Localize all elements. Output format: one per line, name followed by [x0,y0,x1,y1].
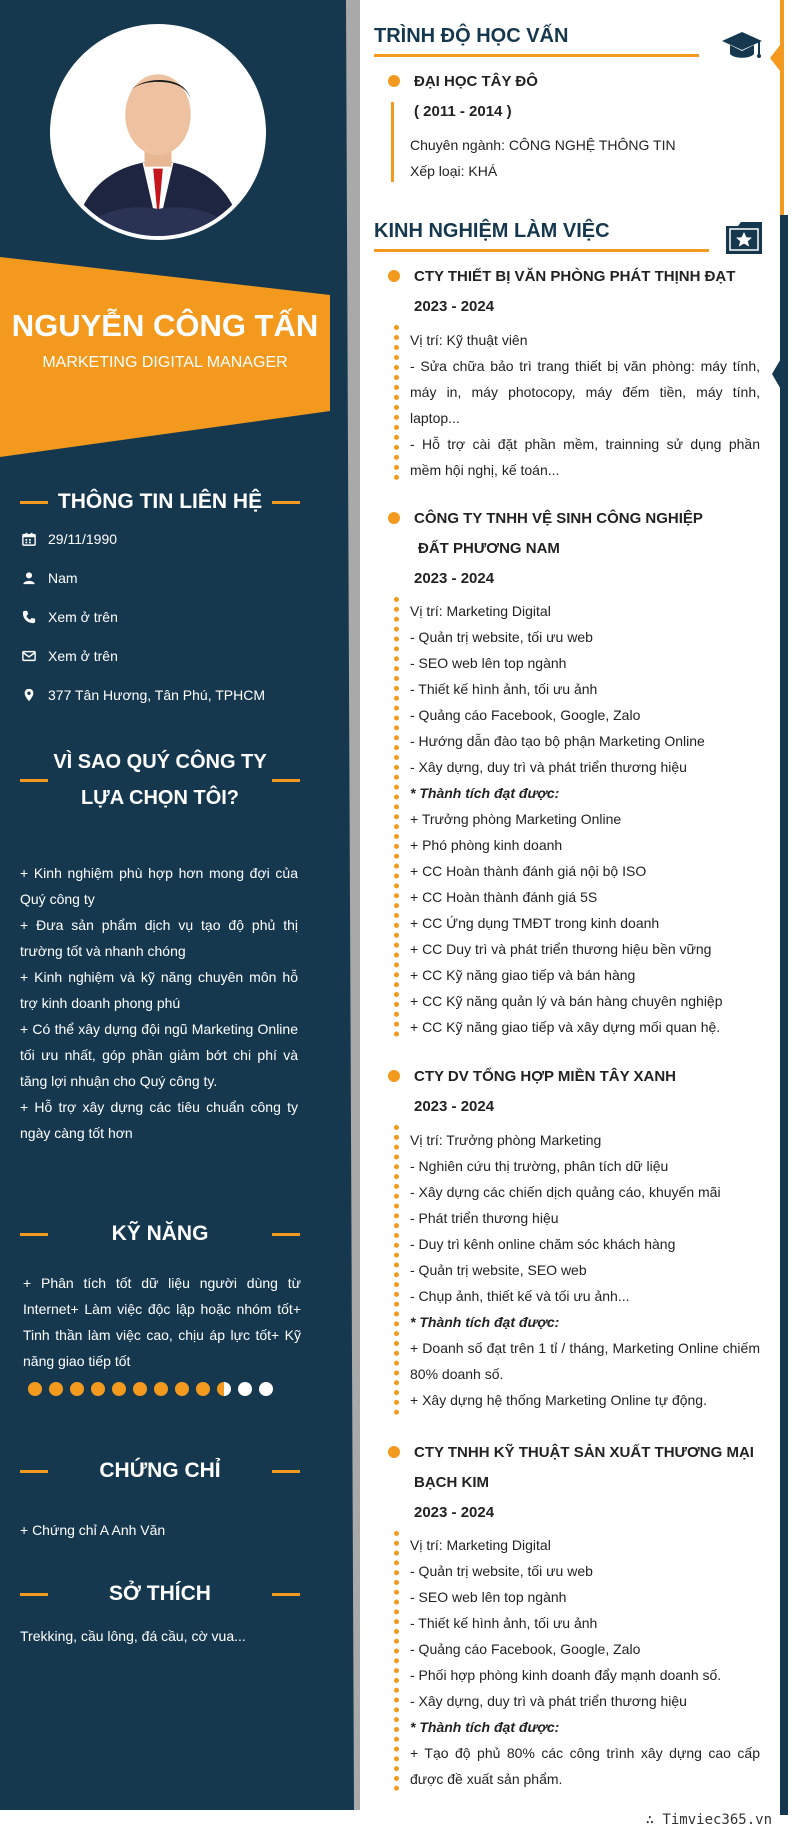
job-line: - Duy trì kênh online chăm sóc khách hàng [410,1236,676,1252]
job-period: 2023 - 2024 [414,1504,495,1521]
job-line: - Phát triển thương hiệu [410,1210,559,1226]
job-bullet [388,1070,400,1082]
candidate-title: MARKETING DIGITAL MANAGER [42,354,288,371]
heading-dash [20,1470,48,1473]
job-line: + CC Kỹ năng quản lý và bán hàng chuyên nghiệp [410,993,723,1009]
job-line: - Hỗ trợ cài đặt phần mềm, trainning sử dụng phần mềm hội nghị, kế toán... [410,436,760,478]
contact-phone-text: Xem ở trên [48,609,118,625]
hobbies-text: Trekking, cầu lông, đá cầu, cờ vua... [20,1628,246,1644]
job-bullet [388,1446,400,1458]
candidate-name: NGUYỄN CÔNG TẤN [11,308,319,343]
job-line: - Quảng cáo Facebook, Google, Zalo [410,707,641,723]
job-line: + CC Hoàn thành đánh giá 5S [410,889,598,905]
education-bar [391,102,394,182]
job-line: - Nghiên cứu thị trường, phân tích dữ liệu [410,1158,669,1174]
job-details [410,327,760,483]
job-line: - Chụp ảnh, thiết kế và tối ưu ảnh... [410,1288,630,1304]
briefcase-star-icon [724,220,764,261]
job-line: Vị trí: Marketing Digital [410,1537,551,1553]
heading-dash [20,779,48,782]
education-bullet [388,75,400,87]
calendar-icon [20,530,38,548]
skill-rating [28,1382,273,1396]
job-company-line2: BẠCH KIM [414,1474,489,1491]
heading-dash [272,501,300,504]
hobbies-heading [20,1576,300,1612]
job-line: - Thiết kế hình ảnh, tối ưu ảnh [410,1615,598,1631]
certificates-heading [20,1453,300,1489]
why-item: + Kinh nghiệm phù hợp hơn mong đợi của Quý công ty [20,865,298,907]
job-period: 2023 - 2024 [414,1098,495,1115]
job-line: + CC Duy trì và phát triển thương hiệu bền vững [410,941,712,957]
job-line: - Phối hợp phòng kinh doanh đẩy mạnh doanh số. [410,1667,722,1683]
why-item: + Hỗ trợ xây dựng các tiêu chuẩn công ty ngày càng tốt hơn [20,1099,298,1141]
heading-dash [272,1233,300,1236]
heading-dash [272,1470,300,1473]
job-line: Vị trí: Trưởng phòng Marketing [410,1132,602,1148]
job-line: - Hướng dẫn đào tạo bộ phận Marketing Online [410,733,705,749]
skills-heading-text: KỸ NĂNG [111,1222,209,1245]
job-line: + Doanh số đạt trên 1 tỉ / tháng, Marketing Online chiếm 80% doanh số. [410,1340,760,1382]
skill-rating-dot [154,1382,168,1396]
why-heading-line1: VÌ SAO QUÝ CÔNG TY [53,751,267,773]
skill-rating-dot [91,1382,105,1396]
job-line: - SEO web lên top ngành [410,655,567,671]
heading-dash [272,1593,300,1596]
job-line: + CC Ứng dụng TMĐT trong kinh doanh [410,915,660,931]
job-details [410,1532,760,1792]
job-line: Vị trí: Kỹ thuật viên [410,332,528,348]
job-details [410,598,760,1040]
job-company-line1: CÔNG TY TNHH VỆ SINH CÔNG NGHIỆP [414,510,703,527]
contact-address-text: 377 Tân Hương, Tân Phú, TPHCM [48,687,265,703]
why-list [20,860,298,1146]
job-line: + Xây dựng hệ thống Marketing Online tự động. [410,1392,707,1408]
job-line: + CC Kỹ năng giao tiếp và bán hàng [410,967,636,983]
contact-heading-text: THÔNG TIN LIÊN HỆ [57,490,263,513]
why-heading [20,744,300,816]
job-details [410,1127,760,1413]
job-line: - Thiết kế hình ảnh, tối ưu ảnh [410,681,598,697]
heading-dash [272,779,300,782]
job-achievement-heading: * Thành tích đạt được: [410,1314,560,1330]
job-company: CTY DV TỔNG HỢP MIỀN TÂY XANH [414,1068,676,1085]
education-major: Chuyên ngành: CÔNG NGHỆ THÔNG TIN [410,137,676,153]
contact-gender [20,569,78,587]
job-company-line1: CTY TNHH KỸ THUẬT SẢN XUẤT THƯƠNG MẠI [414,1444,754,1461]
skill-rating-dot [49,1382,63,1396]
job-line: - Quảng cáo Facebook, Google, Zalo [410,1641,641,1657]
contact-birthday-text: 29/11/1990 [48,531,118,547]
footer-brand[interactable]: ∴ Timviec365.vn [645,1812,772,1828]
avatar [50,24,266,240]
right-navy-line [780,215,788,1815]
education-details [410,132,760,184]
education-period: ( 2011 - 2014 ) [414,103,512,120]
contact-phone [20,608,118,626]
avatar-portrait [54,28,262,236]
skill-rating-dot [28,1382,42,1396]
why-heading-text [48,744,272,816]
skill-rating-dot [175,1382,189,1396]
job-company-line2: ĐẤT PHƯƠNG NAM [418,540,560,557]
job-line: Vị trí: Marketing Digital [410,603,551,619]
job-line: + Trưởng phòng Marketing Online [410,811,622,827]
user-icon [20,569,38,587]
skills-text: + Phân tích tốt dữ liệu người dùng từ Internet+ Làm việc độc lập hoặc nhóm tốt+ Tinh thần làm việc cao, chịu áp lực tốt+ Kỹ năng giao tiếp tốt [23,1275,301,1369]
job-line: - Quản trị website, SEO web [410,1262,587,1278]
education-underline [374,54,699,57]
job-bullet [388,270,400,282]
heading-dash [20,1233,48,1236]
job-timeline-dots [394,325,399,480]
contact-email [20,647,118,665]
why-item: + Có thể xây dựng đội ngũ Marketing Online tối ưu nhất, góp phần giảm bớt chi phí và tăng lợi nhuận cho Quý công ty. [20,1021,298,1089]
job-line: - Quản trị website, tối ưu web [410,629,593,645]
experience-underline [374,249,709,252]
phone-icon [20,608,38,626]
education-grade: Xếp loại: KHÁ [410,163,498,179]
job-period: 2023 - 2024 [414,298,495,315]
skill-rating-dot [238,1382,252,1396]
hobbies-heading-text: SỞ THÍCH [109,1582,211,1605]
job-line: - SEO web lên top ngành [410,1589,567,1605]
contact-birthday [20,530,117,548]
education-heading: TRÌNH ĐỘ HỌC VẤN [374,25,569,47]
contact-gender-text: Nam [48,570,78,586]
why-item: + Đưa sản phẩm dịch vụ tạo độ phủ thị trường tốt và nhanh chóng [20,917,298,959]
job-achievement-heading: * Thành tích đạt được: [410,1719,560,1735]
job-period: 2023 - 2024 [414,570,495,587]
job-timeline-dots [394,1531,399,1791]
contact-heading [20,484,300,520]
skill-rating-dot [196,1382,210,1396]
job-line: - Xây dựng, duy trì và phát triển thương hiệu [410,1693,687,1709]
job-line: + CC Kỹ năng giao tiếp và xây dựng mối quan hệ. [410,1019,721,1035]
education-school: ĐẠI HỌC TÂY ĐÔ [414,73,538,90]
why-item: + Kinh nghiệm và kỹ năng chuyên môn hỗ trợ kinh doanh phong phú [20,969,298,1011]
job-line: + Phó phòng kinh doanh [410,837,563,853]
job-achievement-heading: * Thành tích đạt được: [410,785,560,801]
graduation-cap-icon [720,30,764,69]
contact-address [20,686,265,704]
skill-rating-dot [112,1382,126,1396]
skill-rating-dot [259,1382,273,1396]
skills-heading [20,1216,300,1252]
heading-dash [20,501,48,504]
why-heading-line2: LỰA CHỌN TÔI? [80,787,240,809]
job-company: CTY THIẾT BỊ VĂN PHÒNG PHÁT THỊNH ĐẠT [414,268,736,285]
skill-rating-dot [70,1382,84,1396]
skill-rating-dot [133,1382,147,1396]
email-icon [20,647,38,665]
experience-heading: KINH NGHIỆM LÀM VIỆC [374,220,610,242]
job-line: + Tạo độ phủ 80% các công trình xây dựng cao cấp được đề xuất sản phẩm. [410,1745,760,1787]
certificates-heading-text: CHỨNG CHỈ [99,1459,221,1482]
certificates-text: + Chứng chỉ A Anh Văn [20,1522,166,1538]
job-line: + CC Hoàn thành đánh giá nội bộ ISO [410,863,647,879]
job-bullet [388,512,400,524]
job-line: - Xây dựng, duy trì và phát triển thương hiệu [410,759,687,775]
location-icon [20,686,38,704]
contact-email-text: Xem ở trên [48,648,118,664]
right-notch-orange [770,40,784,76]
job-timeline-dots [394,1125,399,1415]
job-line: - Xây dựng các chiến dịch quảng cáo, khuyến mãi [410,1184,721,1200]
job-timeline-dots [394,597,399,1037]
job-line: - Sửa chữa bảo trì trang thiết bị văn phòng: máy tính, máy in, máy photocopy, máy đếm tiền, máy tính, laptop... [410,358,760,426]
heading-dash [20,1593,48,1596]
right-notch-navy [772,350,786,398]
skill-rating-dot [217,1382,231,1396]
job-line: - Quản trị website, tối ưu web [410,1563,593,1579]
